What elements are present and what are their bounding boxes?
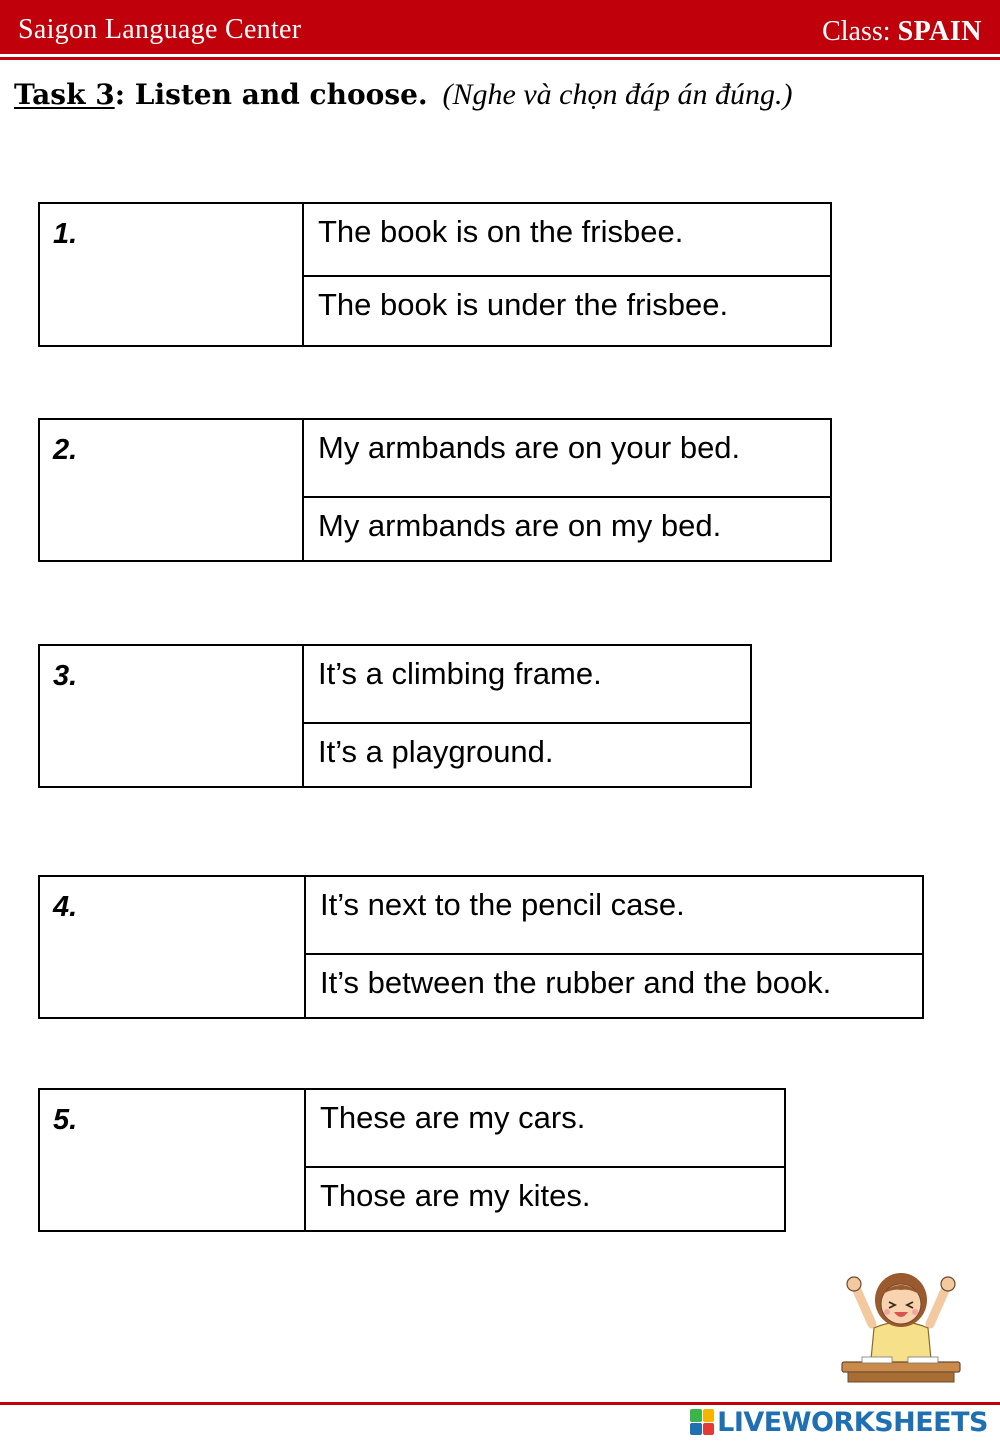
question-table-3 — [38, 644, 752, 788]
question-table-2 — [38, 418, 832, 562]
question-number: 4. — [39, 876, 305, 1018]
question-table-5 — [38, 1088, 786, 1232]
question-table-1 — [38, 202, 832, 347]
class-label — [822, 16, 982, 48]
answer-option-5b[interactable]: Those are my kites. — [305, 1167, 785, 1231]
question-number: 2. — [39, 419, 303, 561]
task-title: : Listen and choose. — [114, 78, 428, 111]
liveworksheets-brand[interactable] — [690, 1405, 988, 1439]
task-number: Task 3 — [14, 78, 115, 111]
question-number: 3. — [39, 645, 303, 787]
answer-option-1b[interactable]: The book is under the frisbee. — [303, 276, 831, 346]
brand-name: LIVEWORKSHEETS — [717, 1406, 988, 1438]
answer-option-1a[interactable]: The book is on the frisbee. — [303, 203, 831, 276]
answer-option-4b[interactable]: It’s between the rubber and the book. — [305, 954, 923, 1018]
task-translation: (Nghe và chọn đáp án đúng.) — [442, 78, 793, 111]
question-number: 5. — [39, 1089, 305, 1231]
answer-option-2a[interactable]: My armbands are on your bed. — [303, 419, 831, 497]
question-table-4 — [38, 875, 924, 1019]
answer-option-2b[interactable]: My armbands are on my bed. — [303, 497, 831, 561]
task-heading — [14, 78, 792, 112]
liveworksheets-logo-icon — [690, 1409, 714, 1435]
class-value: SPAIN — [897, 16, 982, 47]
answer-option-5a[interactable]: These are my cars. — [305, 1089, 785, 1167]
header-rule — [0, 57, 1000, 60]
question-number: 1. — [39, 203, 303, 346]
center-name: Saigon Language Center — [18, 14, 302, 45]
cheering-girl-illustration — [836, 1266, 966, 1390]
class-label-text: Class: — [822, 16, 898, 47]
answer-option-4a[interactable]: It’s next to the pencil case. — [305, 876, 923, 954]
answer-option-3b[interactable]: It’s a playground. — [303, 723, 751, 787]
answer-option-3a[interactable]: It’s a climbing frame. — [303, 645, 751, 723]
